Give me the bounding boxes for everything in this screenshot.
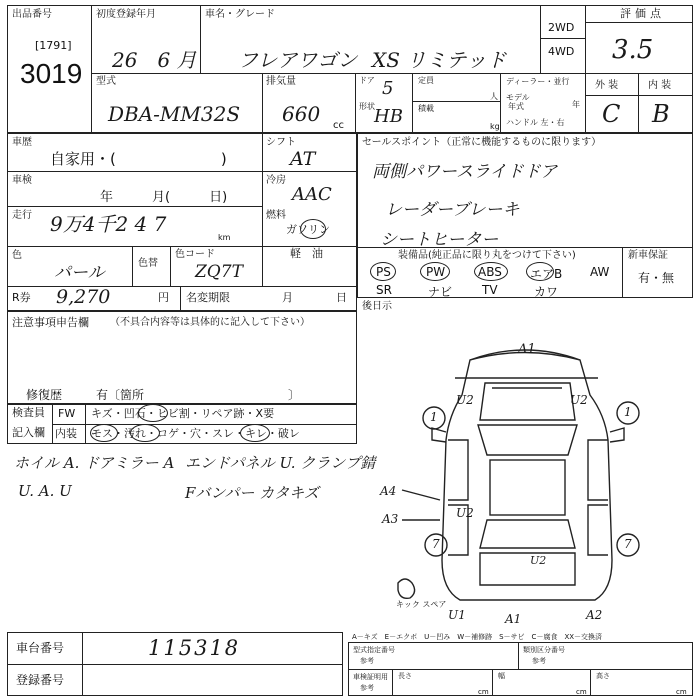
capacity-label: 定員	[418, 76, 434, 85]
first-reg-value: 26 6 月	[112, 48, 197, 72]
year-unit: 年	[572, 100, 580, 109]
note2: エンドパネル U. クランプ錆	[185, 454, 376, 472]
repair-label: 修復歴	[26, 388, 63, 402]
equip-navi: ナビ	[428, 285, 453, 299]
shape-label: 形状	[359, 102, 375, 111]
mileage-value: 9万4千2 4 7	[50, 212, 167, 236]
model-year-label: モデル	[506, 93, 530, 102]
inspector-label1: 検査員	[12, 406, 45, 419]
mark-front-left-u2: U2	[456, 393, 474, 407]
fw-label: FW	[58, 407, 76, 420]
mileage-unit: km	[218, 233, 231, 242]
dealer-label: ディーラー・並行	[506, 77, 570, 86]
note4: Fバンパー カタキズ	[185, 484, 319, 502]
fw-items: キズ・凹石・ヒビ割・リペア跡・X要	[91, 407, 275, 420]
equip-tv: TV	[482, 283, 498, 297]
doors-label: ドア	[359, 76, 375, 85]
drive-2wd: 2WD	[548, 21, 575, 34]
equip-sr: SR	[376, 283, 392, 297]
model-label: 型式	[96, 76, 116, 87]
name-grade-label: 車名・グレード	[205, 9, 275, 20]
sales-point-label: セールスポイント（正常に機能するものに限ります）	[362, 137, 602, 148]
displacement-value: 660	[282, 102, 321, 126]
ext-label: 外 装	[595, 80, 619, 91]
cert-sub: 参考	[360, 684, 374, 692]
displacement-label: 排気量	[266, 76, 296, 87]
color-label: 色	[12, 250, 22, 261]
color-code-value: ZQ7T	[195, 262, 243, 282]
note1: ホイル A. ドアミラー A	[14, 454, 175, 472]
fuel-diesel: 軽 油	[290, 247, 323, 260]
chassis-value: 115318	[148, 636, 241, 660]
fuel-gas: ガソリン	[286, 223, 330, 236]
width-label: 幅	[498, 672, 505, 680]
car-right-door-front	[588, 440, 608, 500]
sales-point-line2: レーダーブレーキ	[385, 200, 520, 220]
mark-wheel-1a: 1	[430, 410, 438, 424]
cert-label: 車検証明用	[353, 673, 388, 681]
int-value: B	[652, 100, 670, 128]
mark-wheel-7b: 7	[624, 537, 632, 551]
fuel-label: 燃料	[266, 210, 286, 221]
mark-rear-u2: U2	[530, 554, 547, 567]
class-label: 類別区分番号	[523, 646, 565, 654]
mark-bottom-u1: U1	[448, 608, 466, 622]
first-reg-label: 初度登録年月	[96, 9, 156, 20]
shift-label: シフト	[266, 137, 296, 148]
repair-value: 有〔箇所 〕	[96, 388, 301, 402]
r-label: R券	[12, 291, 31, 304]
mark-left-u2: U2	[456, 506, 474, 520]
mark-wheel-7a: 7	[432, 537, 440, 551]
sales-point-line3: シートヒーター	[380, 230, 499, 250]
equip-pw: PW	[426, 265, 446, 279]
note3: U. A. U	[18, 482, 72, 500]
caution-hint: （不具合内容等は具体的に記入して下さい）	[110, 317, 310, 328]
color-code-label: 色コード	[175, 249, 215, 260]
mileage-label: 走行	[12, 210, 32, 221]
reg-label: 登録番号	[16, 673, 65, 687]
car-windshield	[478, 425, 577, 455]
color-change-label: 色替	[138, 258, 158, 269]
lot-label: 出品番号	[12, 9, 52, 20]
equipment-label: 装備品(純正品に限り丸をつけて下さい)	[398, 250, 576, 261]
car-right-door-rear	[588, 505, 608, 555]
sales-point-line1: 両側パワースライドドア	[372, 162, 558, 182]
new-car-label: 新車保証	[628, 250, 668, 261]
mark-left-a3: A3	[382, 512, 399, 526]
model-year-sub: 年式	[508, 102, 524, 111]
car-left-door-front	[448, 440, 468, 500]
height-label: 高さ	[596, 672, 610, 680]
new-car-value: 有・無	[638, 271, 675, 285]
car-rear-window	[480, 520, 575, 548]
int-items: モス・汚れ・コゲ・穴・スレ・キレ・破レ	[91, 427, 300, 440]
r-unit: 円	[158, 291, 169, 304]
length-unit: cm	[478, 688, 489, 696]
displacement-unit: cc	[333, 120, 344, 131]
score-value: 3.5	[612, 35, 654, 65]
inspection-value: 年 月( 日)	[100, 190, 228, 205]
mark-bottom-a1: A1	[505, 612, 522, 626]
equip-abs: ABS	[478, 265, 502, 279]
mark-left-a4: A4	[380, 484, 397, 498]
name-change-day: 日	[336, 291, 347, 304]
car-roof	[490, 460, 565, 515]
height-unit: cm	[676, 688, 687, 696]
length-label: 長さ	[398, 672, 412, 680]
inspection-label: 車検	[12, 175, 32, 186]
r-value: 9,270	[56, 286, 111, 308]
grade: XS リミテッド	[372, 48, 507, 72]
name-change-label: 名変期限	[186, 291, 230, 304]
lot-sub: [1791]	[35, 39, 72, 52]
width-unit: cm	[576, 688, 587, 696]
form-type-sub: 参考	[360, 657, 374, 665]
history-value: 自家用・( )	[50, 150, 227, 168]
mark-spare: キック スペア	[396, 600, 447, 609]
score-label: 評価点	[620, 7, 665, 20]
mark-front-right-u2: U2	[570, 393, 588, 407]
name-change-month: 月	[282, 291, 293, 304]
lot-number: 3019	[20, 58, 83, 89]
handle-label: ハンドル 左・右	[506, 118, 565, 127]
inspector-label2: 記入欄	[12, 426, 45, 439]
ac-label: 冷房	[266, 175, 286, 186]
equip-leather: カワ	[534, 285, 559, 299]
load-unit: kg	[490, 122, 500, 131]
model-value: DBA-MM32S	[108, 102, 241, 126]
doors-value: 5	[382, 78, 394, 99]
int-items-label: 内装	[55, 427, 77, 440]
mark-top-a1: A1	[518, 342, 536, 357]
equip-ps: PS	[376, 265, 391, 279]
form-type-label: 型式指定番号	[353, 646, 395, 654]
class-sub: 参考	[532, 657, 546, 665]
load-label: 積載	[418, 104, 434, 113]
equip-airbag: エアB	[530, 267, 563, 281]
car-rear-hatch	[480, 553, 575, 585]
ac-value: AAC	[292, 184, 332, 205]
mark-wheel-1b: 1	[624, 405, 632, 419]
ext-value: C	[602, 100, 621, 128]
spare-marker	[398, 579, 415, 598]
equip-aw: AW	[590, 265, 610, 279]
capacity-unit: 人	[490, 92, 498, 101]
chassis-label: 車台番号	[16, 641, 65, 655]
history-label: 車歴	[12, 137, 32, 148]
int-label: 内 装	[648, 80, 672, 91]
color-value: パール	[54, 263, 105, 283]
drive-4wd: 4WD	[548, 45, 575, 58]
later-label: 後日示	[362, 301, 392, 312]
shift-value: AT	[290, 148, 316, 170]
mark-bottom-a2: A2	[586, 608, 603, 622]
damage-legend: A－キズ E－エクボ U－凹み W－補修跡 S－サビ C－腐食 XX－交換済	[352, 633, 603, 641]
caution-label: 注意事項申告欄	[12, 316, 89, 329]
shape-value: HB	[374, 106, 403, 127]
car-name: フレアワゴン	[238, 48, 358, 72]
